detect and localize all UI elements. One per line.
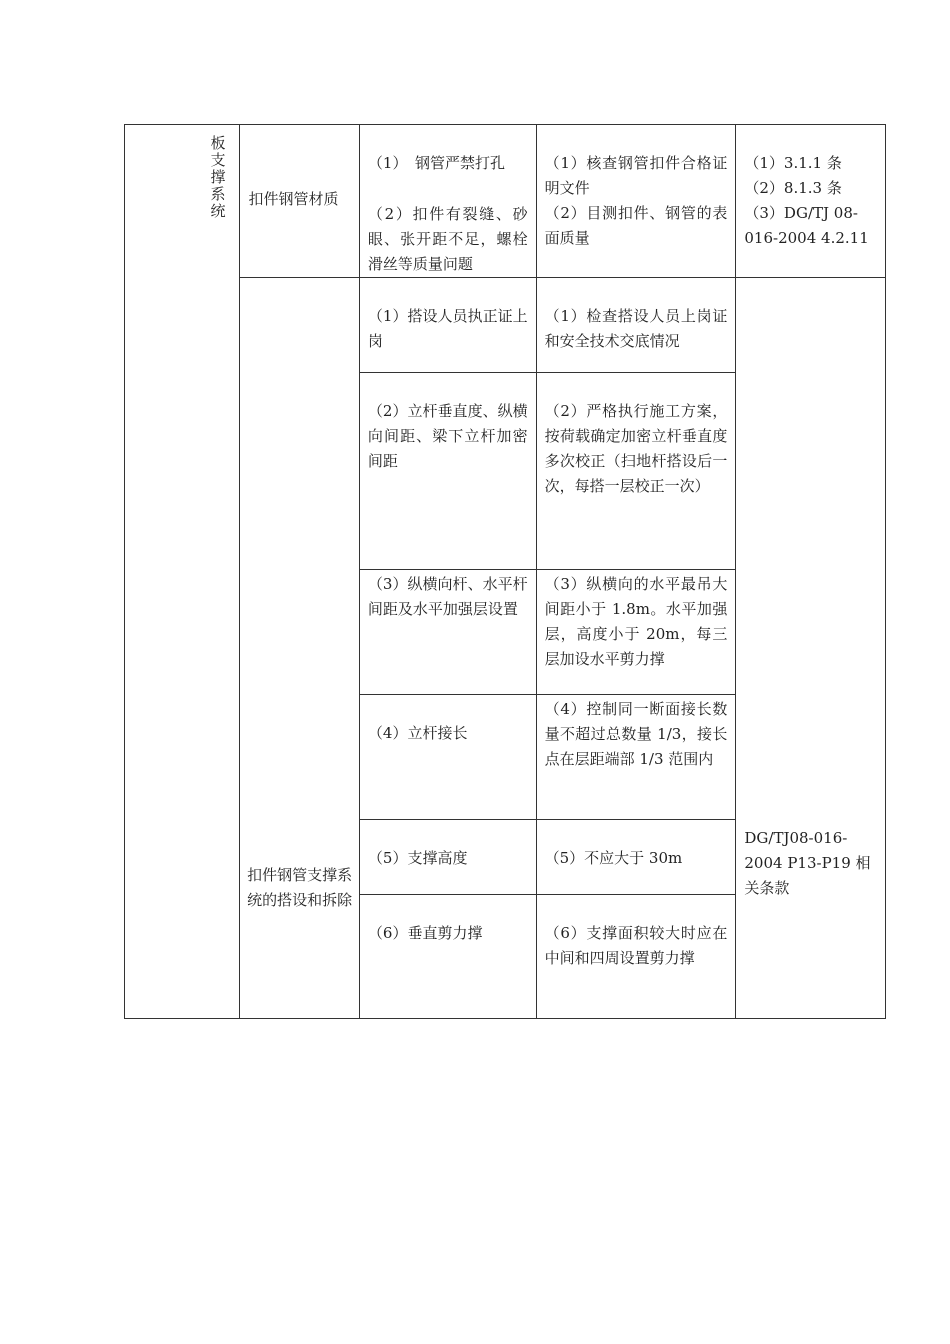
item-label: 扣件钢管支撑系统的搭设和拆除 [247,866,353,909]
check-cell [359,373,536,570]
standard-text: （1）3.1.1 条 [744,154,842,172]
method-cell [536,125,736,278]
method-cell [536,278,736,373]
standard-text: （2）8.1.3 条 [744,179,842,197]
check-cell [359,278,536,373]
check-text: （1） 钢管严禁打孔 [367,154,505,172]
check-text: （1）搭设人员执正证上岗 [367,307,528,350]
check-text: （3）纵横向杆、水平杆间距及水平加强层设置 [367,575,528,618]
standard-text: （3）DG/TJ 08-016-2004 4.2.11 [744,204,869,247]
method-cell [536,570,736,695]
method-text: （5）不应大于 30m [544,849,683,867]
check-text: （2）扣件有裂缝、砂眼、张开距不足，螺栓滑丝等质量问题 [367,205,528,273]
category-label: 板支撑系统 [210,134,226,220]
method-text: （1）核查钢管扣件合格证明文件 [544,154,728,197]
item-label: 扣件钢管材质 [248,189,339,208]
method-text: （4）控制同一断面接长数量不超过总数量 1/3，接长点在层距端部 1/3 范围内 [544,700,728,768]
item-cell [240,278,359,1019]
inspection-table [124,124,886,1019]
standard-text: DG/TJ08-016-2004 P13-P19 相关条款 [744,829,871,897]
check-text: （2）立杆垂直度、纵横向间距、梁下立杆加密间距 [367,402,528,470]
method-cell [536,895,736,1019]
check-cell [359,695,536,820]
check-text: （4）立杆接长 [367,724,468,742]
method-cell [536,820,736,895]
method-cell [536,695,736,820]
item-cell [240,125,359,278]
method-text: （2）目测扣件、钢管的表面质量 [544,204,728,247]
check-cell [359,570,536,695]
check-cell [359,820,536,895]
check-text: （5）支撑高度 [367,849,468,867]
standard-cell [736,125,886,278]
table-row [125,125,886,278]
check-text: （6）垂直剪力撑 [367,924,483,942]
method-text: （6）支撑面积较大时应在中间和四周设置剪力撑 [544,924,728,967]
check-cell [359,125,536,278]
category-cell [125,125,240,1019]
standard-cell [736,278,886,1019]
method-cell [536,373,736,570]
method-text: （2）严格执行施工方案，按荷载确定加密立杆垂直度多次校正（扫地杆搭设后一次，每搭一层校正一次） [544,402,728,495]
check-cell [359,895,536,1019]
method-text: （1）检查搭设人员上岗证和安全技术交底情况 [544,307,728,350]
method-text: （3）纵横向的水平最吊大间距小于 1.8m。水平加强层，高度小于 20m，每三层加设水平剪力撑 [544,575,728,668]
